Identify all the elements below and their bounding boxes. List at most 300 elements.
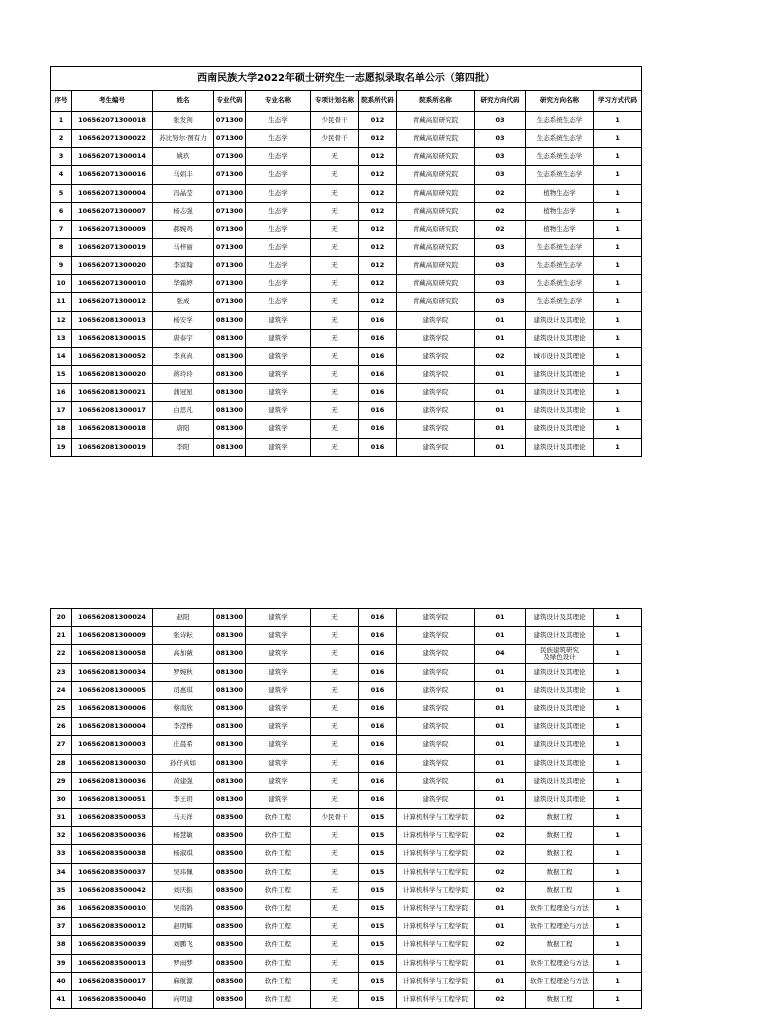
special-plan-cell: 无 <box>311 990 359 1008</box>
major-code-cell: 081300 <box>214 402 246 420</box>
exam-id-cell: 106562071300022 <box>72 130 153 148</box>
seq-cell: 22 <box>51 645 72 663</box>
exam-id-cell: 106562083500012 <box>72 918 153 936</box>
dept-code-cell: 016 <box>359 347 397 365</box>
direction-name-cell: 生态系统生态学 <box>526 275 594 293</box>
name-cell: 黄建强 <box>153 772 214 790</box>
dept-code-cell: 016 <box>359 790 397 808</box>
dept-name-cell: 建筑学院 <box>397 645 475 663</box>
major-name-cell: 建筑学 <box>246 329 311 347</box>
special-plan-cell: 无 <box>311 184 359 202</box>
dept-code-cell: 015 <box>359 954 397 972</box>
major-name-cell: 生态学 <box>246 257 311 275</box>
direction-name-cell: 建筑设计及其理论 <box>526 609 594 627</box>
special-plan-cell: 无 <box>311 438 359 456</box>
major-code-cell: 071300 <box>214 275 246 293</box>
study-mode-cell: 1 <box>594 645 642 663</box>
major-code-cell: 081300 <box>214 645 246 663</box>
dept-name-cell: 建筑学院 <box>397 402 475 420</box>
name-cell: 吴南鸽 <box>153 900 214 918</box>
major-name-cell: 软件工程 <box>246 881 311 899</box>
study-mode-cell: 1 <box>594 627 642 645</box>
dept-name-cell: 建筑学院 <box>397 754 475 772</box>
direction-name-cell: 建筑设计及其理论 <box>526 438 594 456</box>
direction-code-cell: 01 <box>475 900 526 918</box>
exam-id-cell: 106562071300007 <box>72 202 153 220</box>
major-name-cell: 软件工程 <box>246 845 311 863</box>
special-plan-cell: 无 <box>311 220 359 238</box>
seq-cell: 7 <box>51 220 72 238</box>
seq-cell: 20 <box>51 609 72 627</box>
dept-code-cell: 016 <box>359 329 397 347</box>
dept-name-cell: 建筑学院 <box>397 420 475 438</box>
study-mode-cell: 1 <box>594 863 642 881</box>
dept-name-cell: 计算机科学与工程学院 <box>397 918 475 936</box>
major-code-cell: 081300 <box>214 311 246 329</box>
direction-name-cell: 数据工程 <box>526 881 594 899</box>
seq-cell: 11 <box>51 293 72 311</box>
direction-code-cell: 02 <box>475 845 526 863</box>
seq-cell: 29 <box>51 772 72 790</box>
study-mode-cell: 1 <box>594 772 642 790</box>
direction-name-cell: 数据工程 <box>526 845 594 863</box>
table-row <box>51 438 642 456</box>
direction-code-cell: 02 <box>475 809 526 827</box>
major-code-cell: 083500 <box>214 900 246 918</box>
table-row <box>51 365 642 383</box>
major-name-cell: 软件工程 <box>246 900 311 918</box>
direction-code-cell: 02 <box>475 863 526 881</box>
exam-id-cell: 106562081300013 <box>72 311 153 329</box>
header-cell: 院系所代码 <box>359 91 397 112</box>
special-plan-cell: 无 <box>311 972 359 990</box>
table-header-row <box>51 91 642 112</box>
major-name-cell: 生态学 <box>246 202 311 220</box>
dept-name-cell: 计算机科学与工程学院 <box>397 881 475 899</box>
dept-name-cell: 青藏高原研究院 <box>397 238 475 256</box>
name-cell: 马娟丰 <box>153 166 214 184</box>
table-row <box>51 809 642 827</box>
table-row <box>51 293 642 311</box>
dept-code-cell: 016 <box>359 645 397 663</box>
exam-id-cell: 106562071300018 <box>72 112 153 130</box>
major-code-cell: 081300 <box>214 772 246 790</box>
dept-code-cell: 012 <box>359 257 397 275</box>
dept-code-cell: 015 <box>359 845 397 863</box>
seq-cell: 13 <box>51 329 72 347</box>
special-plan-cell: 无 <box>311 365 359 383</box>
name-cell: 唐阳 <box>153 420 214 438</box>
major-name-cell: 生态学 <box>246 220 311 238</box>
table-row <box>51 681 642 699</box>
dept-name-cell: 建筑学院 <box>397 718 475 736</box>
special-plan-cell: 无 <box>311 645 359 663</box>
dept-code-cell: 016 <box>359 681 397 699</box>
table-row <box>51 311 642 329</box>
direction-code-cell: 01 <box>475 681 526 699</box>
direction-code-cell: 01 <box>475 438 526 456</box>
name-cell: 张诗耘 <box>153 627 214 645</box>
dept-name-cell: 计算机科学与工程学院 <box>397 972 475 990</box>
dept-name-cell: 计算机科学与工程学院 <box>397 936 475 954</box>
major-name-cell: 软件工程 <box>246 954 311 972</box>
direction-name-cell: 建筑设计及其理论 <box>526 681 594 699</box>
special-plan-cell: 无 <box>311 275 359 293</box>
header-cell: 专项计划名称 <box>311 91 359 112</box>
special-plan-cell: 无 <box>311 347 359 365</box>
name-cell: 蔡南欣 <box>153 699 214 717</box>
study-mode-cell: 1 <box>594 754 642 772</box>
name-cell: 司惠琪 <box>153 681 214 699</box>
special-plan-cell: 无 <box>311 627 359 645</box>
direction-code-cell: 01 <box>475 954 526 972</box>
dept-code-cell: 015 <box>359 827 397 845</box>
major-name-cell: 生态学 <box>246 112 311 130</box>
major-code-cell: 071300 <box>214 112 246 130</box>
direction-name-cell: 建筑设计及其理论 <box>526 365 594 383</box>
direction-code-cell: 02 <box>475 347 526 365</box>
direction-code-cell: 02 <box>475 202 526 220</box>
direction-name-cell: 建筑设计及其理论 <box>526 772 594 790</box>
major-name-cell: 软件工程 <box>246 936 311 954</box>
direction-code-cell: 03 <box>475 238 526 256</box>
exam-id-cell: 106562083500013 <box>72 954 153 972</box>
seq-cell: 30 <box>51 790 72 808</box>
major-name-cell: 生态学 <box>246 184 311 202</box>
exam-id-cell: 106562081300058 <box>72 645 153 663</box>
dept-code-cell: 012 <box>359 293 397 311</box>
major-code-cell: 081300 <box>214 438 246 456</box>
special-plan-cell: 无 <box>311 148 359 166</box>
major-code-cell: 083500 <box>214 972 246 990</box>
table-row <box>51 772 642 790</box>
study-mode-cell: 1 <box>594 881 642 899</box>
name-cell: 杨安学 <box>153 311 214 329</box>
table-body <box>51 112 642 457</box>
dept-code-cell: 012 <box>359 238 397 256</box>
seq-cell: 1 <box>51 112 72 130</box>
study-mode-cell: 1 <box>594 238 642 256</box>
dept-name-cell: 青藏高原研究院 <box>397 148 475 166</box>
seq-cell: 28 <box>51 754 72 772</box>
table-body <box>51 609 642 1009</box>
dept-name-cell: 计算机科学与工程学院 <box>397 990 475 1008</box>
direction-name-cell: 建筑设计及其理论 <box>526 718 594 736</box>
seq-cell: 4 <box>51 166 72 184</box>
special-plan-cell: 无 <box>311 736 359 754</box>
direction-code-cell: 03 <box>475 293 526 311</box>
admission-table-part-2 <box>50 608 642 1009</box>
exam-id-cell: 106562083500010 <box>72 900 153 918</box>
seq-cell: 2 <box>51 130 72 148</box>
major-name-cell: 建筑学 <box>246 645 311 663</box>
table-row <box>51 275 642 293</box>
exam-id-cell: 106562081300052 <box>72 347 153 365</box>
dept-code-cell: 016 <box>359 772 397 790</box>
name-cell: 唐泰宇 <box>153 329 214 347</box>
major-name-cell: 建筑学 <box>246 663 311 681</box>
direction-code-cell: 03 <box>475 257 526 275</box>
major-name-cell: 建筑学 <box>246 347 311 365</box>
major-code-cell: 081300 <box>214 347 246 365</box>
name-cell: 刘鹏飞 <box>153 936 214 954</box>
exam-id-cell: 106562081300020 <box>72 365 153 383</box>
dept-name-cell: 建筑学院 <box>397 772 475 790</box>
dept-name-cell: 计算机科学与工程学院 <box>397 845 475 863</box>
name-cell: 孙仔真如 <box>153 754 214 772</box>
study-mode-cell: 1 <box>594 220 642 238</box>
exam-id-cell: 106562083500053 <box>72 809 153 827</box>
header-cell: 专业名称 <box>246 91 311 112</box>
dept-name-cell: 青藏高原研究院 <box>397 202 475 220</box>
dept-name-cell: 建筑学院 <box>397 365 475 383</box>
direction-name-cell: 民族建筑研究 及绿色设计 <box>526 645 594 663</box>
major-name-cell: 生态学 <box>246 275 311 293</box>
direction-name-cell: 数据工程 <box>526 936 594 954</box>
study-mode-cell: 1 <box>594 365 642 383</box>
name-cell: 李阳 <box>153 438 214 456</box>
direction-name-cell: 数据工程 <box>526 990 594 1008</box>
exam-id-cell: 106562081300017 <box>72 402 153 420</box>
seq-cell: 40 <box>51 972 72 990</box>
table-row <box>51 754 642 772</box>
dept-name-cell: 建筑学院 <box>397 329 475 347</box>
header-cell: 研究方向名称 <box>526 91 594 112</box>
dept-code-cell: 015 <box>359 918 397 936</box>
major-name-cell: 生态学 <box>246 293 311 311</box>
seq-cell: 14 <box>51 347 72 365</box>
table-row <box>51 718 642 736</box>
study-mode-cell: 1 <box>594 293 642 311</box>
study-mode-cell: 1 <box>594 384 642 402</box>
header-cell: 考生编号 <box>72 91 153 112</box>
study-mode-cell: 1 <box>594 329 642 347</box>
exam-id-cell: 106562071300009 <box>72 220 153 238</box>
dept-code-cell: 016 <box>359 609 397 627</box>
seq-cell: 31 <box>51 809 72 827</box>
major-code-cell: 083500 <box>214 990 246 1008</box>
major-code-cell: 083500 <box>214 936 246 954</box>
seq-cell: 25 <box>51 699 72 717</box>
special-plan-cell: 无 <box>311 863 359 881</box>
table-row <box>51 881 642 899</box>
dept-name-cell: 计算机科学与工程学院 <box>397 863 475 881</box>
direction-name-cell: 建筑设计及其理论 <box>526 699 594 717</box>
dept-name-cell: 建筑学院 <box>397 790 475 808</box>
major-name-cell: 建筑学 <box>246 718 311 736</box>
name-cell: 赵明辉 <box>153 918 214 936</box>
direction-code-cell: 01 <box>475 402 526 420</box>
dept-code-cell: 015 <box>359 972 397 990</box>
exam-id-cell: 106562083500040 <box>72 990 153 1008</box>
seq-cell: 17 <box>51 402 72 420</box>
dept-name-cell: 青藏高原研究院 <box>397 220 475 238</box>
major-name-cell: 建筑学 <box>246 365 311 383</box>
seq-cell: 35 <box>51 881 72 899</box>
header-cell: 学习方式代码 <box>594 91 642 112</box>
major-name-cell: 软件工程 <box>246 918 311 936</box>
table-row <box>51 845 642 863</box>
exam-id-cell: 106562081300030 <box>72 754 153 772</box>
study-mode-cell: 1 <box>594 202 642 220</box>
major-name-cell: 生态学 <box>246 238 311 256</box>
name-cell: 赵阳 <box>153 609 214 627</box>
seq-cell: 21 <box>51 627 72 645</box>
special-plan-cell: 无 <box>311 311 359 329</box>
table-row <box>51 202 642 220</box>
exam-id-cell: 106562083500038 <box>72 845 153 863</box>
table-row <box>51 112 642 130</box>
special-plan-cell: 无 <box>311 881 359 899</box>
direction-name-cell: 植物生态学 <box>526 220 594 238</box>
direction-name-cell: 生态系统生态学 <box>526 238 594 256</box>
direction-code-cell: 01 <box>475 699 526 717</box>
exam-id-cell: 106562083500039 <box>72 936 153 954</box>
table-row <box>51 184 642 202</box>
direction-code-cell: 02 <box>475 881 526 899</box>
dept-code-cell: 016 <box>359 718 397 736</box>
exam-id-cell: 106562071300020 <box>72 257 153 275</box>
seq-cell: 15 <box>51 365 72 383</box>
major-name-cell: 建筑学 <box>246 699 311 717</box>
dept-code-cell: 016 <box>359 736 397 754</box>
seq-cell: 41 <box>51 990 72 1008</box>
special-plan-cell: 无 <box>311 845 359 863</box>
major-name-cell: 建筑学 <box>246 790 311 808</box>
major-code-cell: 081300 <box>214 384 246 402</box>
name-cell: 苏比努尔·图有力 <box>153 130 214 148</box>
table-row <box>51 347 642 365</box>
major-code-cell: 071300 <box>214 238 246 256</box>
direction-name-cell: 建筑设计及其理论 <box>526 402 594 420</box>
name-cell: 马天祥 <box>153 809 214 827</box>
name-cell: 华霜婷 <box>153 275 214 293</box>
table-row <box>51 420 642 438</box>
direction-code-cell: 01 <box>475 918 526 936</box>
dept-code-cell: 016 <box>359 663 397 681</box>
seq-cell: 39 <box>51 954 72 972</box>
exam-id-cell: 106562081300018 <box>72 420 153 438</box>
major-code-cell: 081300 <box>214 365 246 383</box>
exam-id-cell: 106562081300005 <box>72 681 153 699</box>
direction-name-cell: 建筑设计及其理论 <box>526 420 594 438</box>
direction-code-cell: 03 <box>475 166 526 184</box>
name-cell: 蒲冠星 <box>153 384 214 402</box>
table-row <box>51 663 642 681</box>
name-cell: 李王玥 <box>153 790 214 808</box>
major-code-cell: 071300 <box>214 130 246 148</box>
dept-name-cell: 建筑学院 <box>397 681 475 699</box>
dept-name-cell: 建筑学院 <box>397 347 475 365</box>
name-cell: 杨淑琪 <box>153 845 214 863</box>
major-name-cell: 建筑学 <box>246 772 311 790</box>
special-plan-cell: 无 <box>311 238 359 256</box>
direction-code-cell: 02 <box>475 827 526 845</box>
major-name-cell: 建筑学 <box>246 420 311 438</box>
special-plan-cell: 无 <box>311 402 359 420</box>
major-name-cell: 软件工程 <box>246 827 311 845</box>
direction-name-cell: 建筑设计及其理论 <box>526 754 594 772</box>
special-plan-cell: 少民骨干 <box>311 112 359 130</box>
major-code-cell: 083500 <box>214 809 246 827</box>
seq-cell: 34 <box>51 863 72 881</box>
table-row <box>51 863 642 881</box>
name-cell: 吴玮佩 <box>153 863 214 881</box>
dept-code-cell: 015 <box>359 881 397 899</box>
study-mode-cell: 1 <box>594 972 642 990</box>
exam-id-cell: 106562081300021 <box>72 384 153 402</box>
dept-code-cell: 016 <box>359 438 397 456</box>
name-cell: 刘庆振 <box>153 881 214 899</box>
seq-cell: 33 <box>51 845 72 863</box>
dept-name-cell: 青藏高原研究院 <box>397 293 475 311</box>
exam-id-cell: 106562081300003 <box>72 736 153 754</box>
major-code-cell: 083500 <box>214 827 246 845</box>
study-mode-cell: 1 <box>594 699 642 717</box>
special-plan-cell: 无 <box>311 420 359 438</box>
direction-code-cell: 01 <box>475 329 526 347</box>
dept-name-cell: 青藏高原研究院 <box>397 257 475 275</box>
study-mode-cell: 1 <box>594 845 642 863</box>
name-cell: 张成 <box>153 293 214 311</box>
dept-name-cell: 青藏高原研究院 <box>397 130 475 148</box>
study-mode-cell: 1 <box>594 936 642 954</box>
name-cell: 罗雨梦 <box>153 954 214 972</box>
direction-name-cell: 软件工程理论与方法 <box>526 900 594 918</box>
major-code-cell: 081300 <box>214 663 246 681</box>
name-cell: 张发剑 <box>153 112 214 130</box>
seq-cell: 18 <box>51 420 72 438</box>
direction-code-cell: 02 <box>475 220 526 238</box>
exam-id-cell: 106562081300034 <box>72 663 153 681</box>
name-cell: 白思凡 <box>153 402 214 420</box>
exam-id-cell: 106562081300004 <box>72 718 153 736</box>
seq-cell: 37 <box>51 918 72 936</box>
direction-name-cell: 生态系统生态学 <box>526 293 594 311</box>
study-mode-cell: 1 <box>594 257 642 275</box>
name-cell: 杨志强 <box>153 202 214 220</box>
direction-code-cell: 04 <box>475 645 526 663</box>
major-name-cell: 建筑学 <box>246 384 311 402</box>
special-plan-cell: 无 <box>311 166 359 184</box>
major-name-cell: 生态学 <box>246 148 311 166</box>
major-name-cell: 建筑学 <box>246 402 311 420</box>
exam-id-cell: 106562081300036 <box>72 772 153 790</box>
dept-code-cell: 012 <box>359 220 397 238</box>
table-row <box>51 736 642 754</box>
special-plan-cell: 无 <box>311 329 359 347</box>
special-plan-cell: 无 <box>311 663 359 681</box>
table-row <box>51 148 642 166</box>
study-mode-cell: 1 <box>594 718 642 736</box>
dept-name-cell: 计算机科学与工程学院 <box>397 809 475 827</box>
seq-cell: 24 <box>51 681 72 699</box>
dept-name-cell: 建筑学院 <box>397 699 475 717</box>
dept-code-cell: 012 <box>359 202 397 220</box>
header-cell: 姓名 <box>153 91 214 112</box>
special-plan-cell: 无 <box>311 772 359 790</box>
special-plan-cell: 无 <box>311 384 359 402</box>
major-name-cell: 建筑学 <box>246 438 311 456</box>
direction-code-cell: 01 <box>475 663 526 681</box>
table-row <box>51 954 642 972</box>
dept-name-cell: 计算机科学与工程学院 <box>397 827 475 845</box>
direction-code-cell: 01 <box>475 790 526 808</box>
special-plan-cell: 无 <box>311 790 359 808</box>
dept-code-cell: 012 <box>359 112 397 130</box>
name-cell: 杨慧敏 <box>153 827 214 845</box>
dept-code-cell: 012 <box>359 130 397 148</box>
